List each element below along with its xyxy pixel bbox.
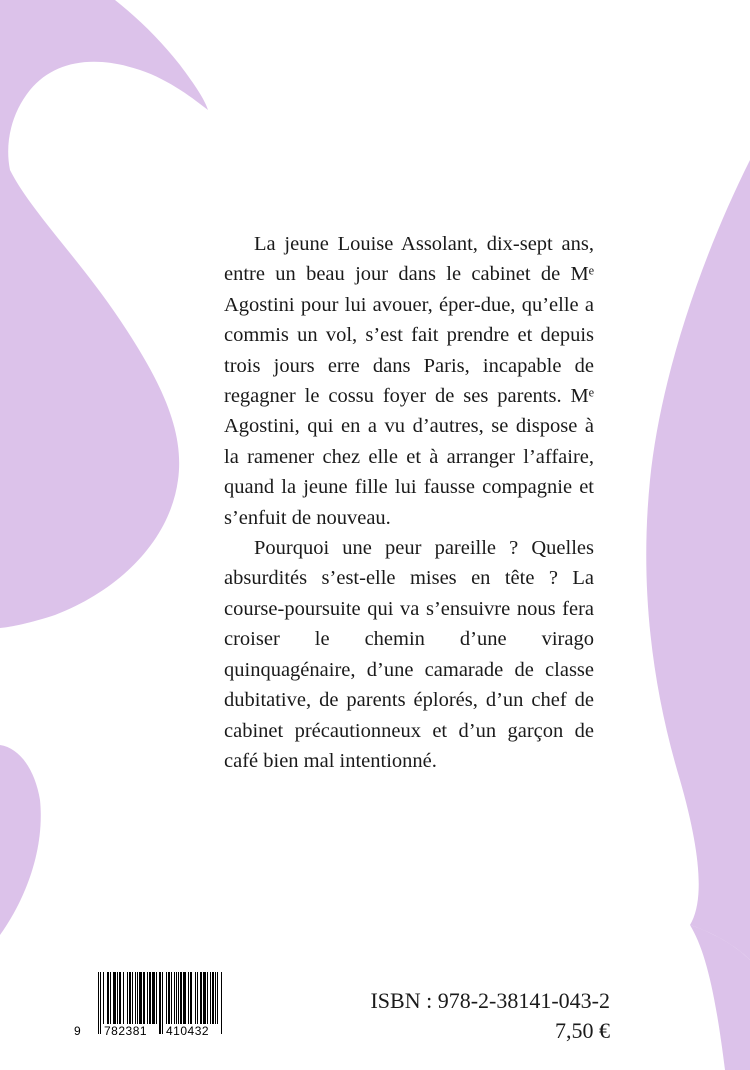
barcode-bar <box>183 972 186 1024</box>
barcode-bar <box>152 972 155 1024</box>
blurb-paragraph-1-text: La jeune Louise Assolant, dix-sept ans, entre un beau jour dans le cabinet de Mᵉ Agostini pour lui avouer, éper-due, qu’elle a commis un vol, s’est fait prendre et depuis trois jours erre dans Paris, incapable de regagner le cossu foyer de ses parents. Mᵉ Agostini, qui en a vu d’autres, se dispose à la ramener chez elle et à arranger l’affaire, quand la jeune fille lui fausse compagnie et s’enfuit de nouveau. <box>224 233 594 529</box>
barcode-bar <box>107 972 109 1024</box>
blurb-paragraph-2 <box>224 533 594 776</box>
barcode-bar <box>127 972 128 1024</box>
barcode-bar <box>178 972 179 1024</box>
barcode-bar <box>123 972 124 1024</box>
barcode-bar <box>176 972 177 1024</box>
barcode <box>74 972 229 1042</box>
barcode-bar <box>103 972 104 1024</box>
barcode-bar <box>110 972 111 1024</box>
barcode-digit-prefix: 9 <box>74 1024 82 1038</box>
barcode-bar <box>137 972 138 1024</box>
blurb-paragraph-2-text: Pourquoi une peur pareille ? Quelles absurdités s’est-elle mises en tête ? La course-poursuite qui va s’ensuivre nous fera croiser le chemin d’une virago quinquagénaire, d’une camarade de classe dubitative, de parents éplorés, d’un chef de cabinet précautionneux et d’un garçon de café bien mal intentionné. <box>224 537 594 772</box>
barcode-bar <box>210 972 211 1024</box>
barcode-bar <box>132 972 133 1024</box>
swirl-bottom-left <box>0 745 41 935</box>
barcode-bar <box>203 972 206 1024</box>
blurb-paragraph-1 <box>224 229 594 533</box>
barcode-bar <box>129 972 131 1024</box>
barcode-bar <box>135 972 136 1024</box>
barcode-bar <box>168 972 170 1024</box>
barcode-bar <box>188 972 189 1024</box>
barcode-bar <box>200 972 202 1024</box>
barcode-bar <box>139 972 142 1024</box>
barcode-digit-group-left: 782381 <box>104 1024 148 1038</box>
barcode-bar <box>215 972 216 1024</box>
barcode-digits <box>74 1024 234 1042</box>
barcode-bar <box>217 972 218 1024</box>
barcode-bar <box>212 972 214 1024</box>
barcode-bar <box>149 972 151 1024</box>
barcode-bar <box>171 972 172 1024</box>
barcode-bar <box>147 972 148 1024</box>
barcode-bar <box>174 972 175 1024</box>
barcode-bar <box>117 972 118 1024</box>
barcode-bar <box>113 972 116 1024</box>
barcode-bar <box>180 972 182 1024</box>
barcode-bar <box>190 972 192 1024</box>
back-cover-blurb <box>224 229 594 776</box>
barcode-bar <box>143 972 145 1024</box>
barcode-bar <box>197 972 198 1024</box>
barcode-bar <box>195 972 196 1024</box>
price: 7,50 € <box>555 1018 610 1043</box>
barcode-bar <box>156 972 157 1024</box>
barcode-bar <box>119 972 121 1024</box>
isbn-number: ISBN : 978-2-38141-043-2 <box>370 988 610 1013</box>
barcode-bar <box>207 972 208 1024</box>
swirl-top-left <box>0 0 208 628</box>
barcode-bar <box>166 972 167 1024</box>
barcode-digit-group-right: 410432 <box>166 1024 210 1038</box>
